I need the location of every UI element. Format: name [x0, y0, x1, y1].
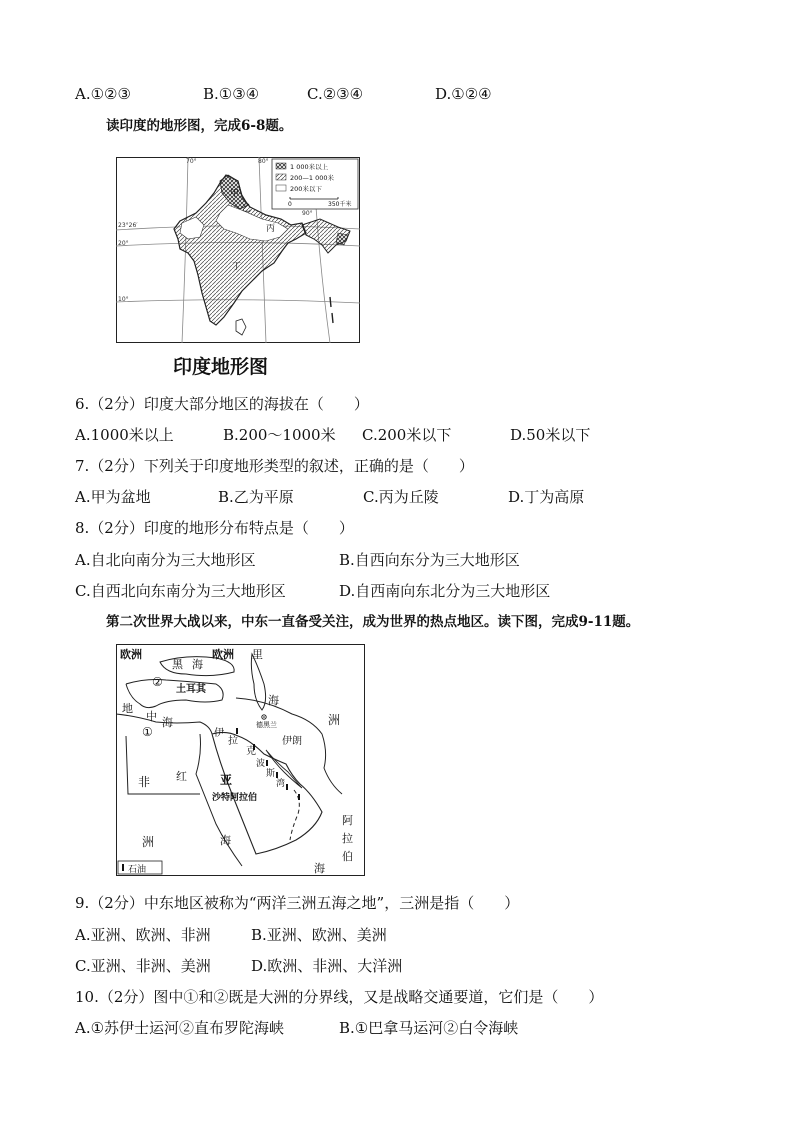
q10-option-a: A.①苏伊士运河②直布罗陀海峡	[75, 1019, 285, 1037]
svg-text:乙: 乙	[242, 204, 252, 214]
q7-option-c: C.丙为丘陵	[363, 488, 439, 506]
svg-text:海: 海	[162, 716, 173, 729]
q6-stem: 6.（2分）印度大部分地区的海拔在（ ）	[75, 395, 369, 413]
svg-text:阿: 阿	[342, 814, 353, 827]
svg-text:海: 海	[192, 658, 203, 671]
svg-text:①: ①	[142, 725, 153, 739]
svg-text:里: 里	[252, 648, 263, 661]
q7-stem: 7.（2分）下列关于印度地形类型的叙述，正确的是（ ）	[75, 457, 474, 475]
svg-text:中: 中	[146, 710, 157, 723]
svg-text:伊朗: 伊朗	[282, 736, 302, 747]
q5-option-a: A.①②③	[75, 85, 131, 103]
q10-option-b: B.①巴拿马运河②白令海峡	[339, 1019, 519, 1037]
intro-india: 读印度的地形图，完成6-8题。	[106, 118, 293, 134]
q5-option-c: C.②③④	[307, 85, 364, 103]
svg-text:200米以下: 200米以下	[290, 185, 322, 193]
q8-option-c: C.自西北向东南分为三大地形区	[75, 582, 286, 600]
svg-text:90°: 90°	[302, 210, 313, 217]
q9-stem: 9.（2分）中东地区被称为“两洋三洲五海之地”，三洲是指（ ）	[75, 894, 520, 912]
svg-text:80°: 80°	[258, 158, 269, 165]
q9-option-a: A.亚洲、欧洲、非洲	[75, 926, 211, 944]
svg-text:土耳其: 土耳其	[176, 684, 206, 695]
middle-east-map	[116, 644, 365, 876]
svg-text:波: 波	[256, 759, 266, 769]
svg-text:②: ②	[152, 675, 163, 689]
svg-text:湾: 湾	[276, 779, 286, 789]
svg-text:丙: 丙	[266, 224, 276, 234]
india-map-title: 印度地形图	[173, 356, 269, 378]
intro-mideast: 第二次世界大战以来，中东一直备受关注，成为世界的热点地区。读下图，完成9-11题。	[106, 614, 640, 630]
q7-option-b: B.乙为平原	[218, 488, 294, 506]
svg-text:拉: 拉	[228, 736, 238, 747]
svg-text:红: 红	[176, 770, 187, 783]
q6-option-a: A.1000米以上	[75, 426, 174, 444]
svg-text:洲: 洲	[328, 713, 341, 727]
svg-text:70°: 70°	[186, 158, 197, 165]
svg-text:石油: 石油	[128, 865, 147, 875]
q9-option-d: D.欧洲、非洲、大洋洲	[251, 957, 403, 975]
svg-text:200—1 000米: 200—1 000米	[290, 174, 335, 182]
svg-text:洲: 洲	[142, 835, 155, 849]
svg-text:丁: 丁	[232, 262, 242, 272]
svg-text:海: 海	[314, 862, 325, 875]
svg-text:欧洲: 欧洲	[212, 648, 234, 661]
svg-text:20°: 20°	[118, 240, 129, 247]
svg-text:克: 克	[246, 746, 256, 757]
svg-text:1 000米以上: 1 000米以上	[290, 163, 329, 171]
svg-text:甲: 甲	[230, 189, 240, 199]
q5-option-b: B.①③④	[203, 85, 260, 103]
svg-text:非: 非	[138, 775, 151, 789]
q8-option-a: A.自北向南分为三大地形区	[75, 551, 256, 569]
svg-text:10°: 10°	[118, 296, 129, 303]
q5-option-d: D.①②④	[435, 85, 492, 103]
svg-text:黑: 黑	[172, 658, 183, 671]
svg-text:350千米: 350千米	[328, 201, 352, 208]
q7-option-a: A.甲为盆地	[75, 488, 151, 506]
q8-stem: 8.（2分）印度的地形分布特点是（ ）	[75, 519, 354, 537]
svg-text:海: 海	[268, 694, 279, 707]
india-terrain-map	[116, 157, 360, 343]
q8-option-b: B.自西向东分为三大地形区	[339, 551, 520, 569]
svg-text:亚: 亚	[220, 773, 233, 787]
q9-option-c: C.亚洲、非洲、美洲	[75, 957, 211, 975]
q8-option-d: D.自西南向东北分为三大地形区	[339, 582, 551, 600]
svg-text:斯: 斯	[266, 769, 276, 779]
svg-text:欧洲: 欧洲	[120, 648, 142, 661]
q6-option-c: C.200米以下	[362, 426, 452, 444]
svg-text:伯: 伯	[342, 850, 353, 863]
svg-text:拉: 拉	[342, 832, 353, 845]
svg-text:海: 海	[220, 834, 231, 847]
svg-text:地: 地	[122, 702, 133, 715]
q6-option-b: B.200～1000米	[223, 426, 336, 444]
q10-stem: 10.（2分）图中①和②既是大洲的分界线，又是战略交通要道，它们是（ ）	[75, 988, 604, 1006]
q7-option-d: D.丁为高原	[508, 488, 585, 506]
q6-option-d: D.50米以下	[510, 426, 591, 444]
lat-label-tropic: 23°26′	[118, 222, 138, 229]
svg-text:沙特阿拉伯: 沙特阿拉伯	[212, 793, 258, 803]
svg-text:伊: 伊	[214, 728, 224, 739]
svg-text:0: 0	[288, 201, 292, 208]
q9-option-b: B.亚洲、欧洲、美洲	[251, 926, 387, 944]
svg-text:德黑兰: 德黑兰	[256, 721, 277, 729]
